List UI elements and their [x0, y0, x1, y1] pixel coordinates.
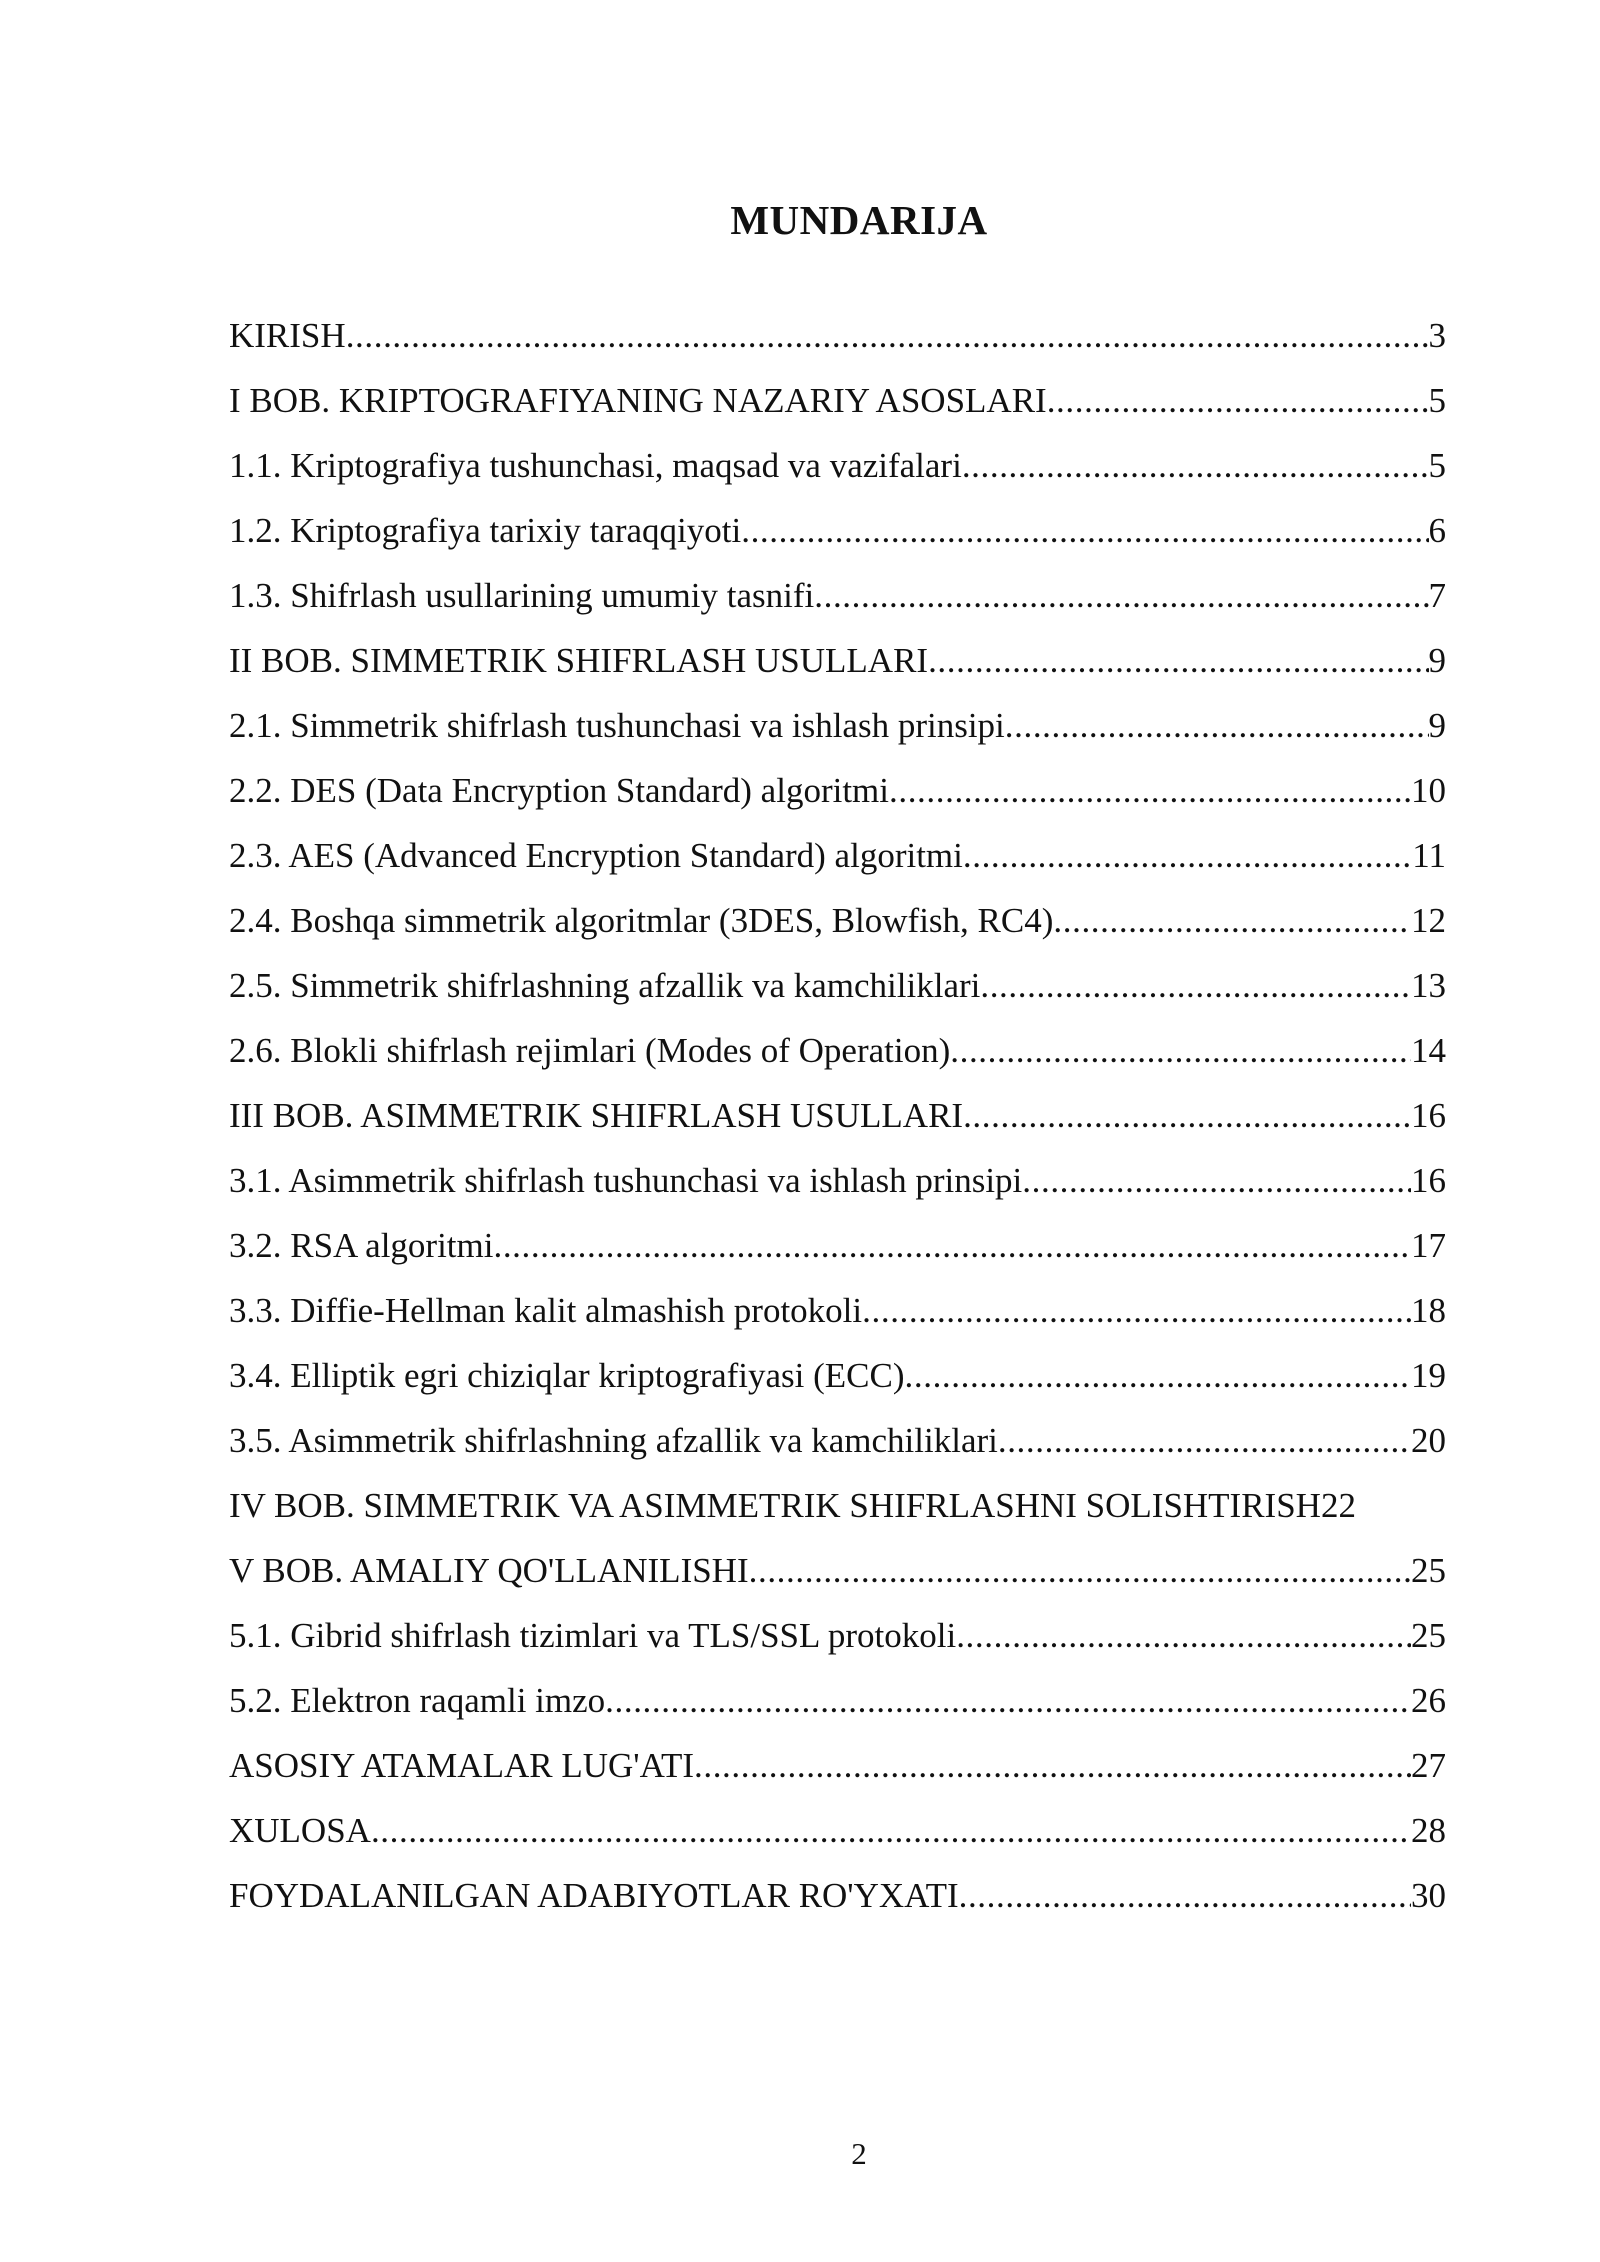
toc-entry-label: 3.3. Diffie-Hellman kalit almashish protokoli: [229, 1291, 863, 1330]
toc-dot-leader: [493, 1215, 1411, 1277]
toc-entry[interactable]: [229, 435, 1446, 500]
toc-dot-leader: [749, 1540, 1411, 1602]
toc-dot-leader: [1047, 370, 1429, 432]
toc-entry-label: FOYDALANILGAN ADABIYOTLAR RO'YXATI: [229, 1876, 959, 1915]
toc-entry-page: 16: [1411, 1096, 1446, 1135]
toc-entry-label: I BOB. KRIPTOGRAFIYANING NAZARIY ASOSLARI: [229, 381, 1047, 420]
toc-dot-leader: [963, 825, 1412, 887]
toc-entry-label: 2.2. DES (Data Encryption Standard) algoritmi: [229, 771, 889, 810]
toc-entry-label: III BOB. ASIMMETRIK SHIFRLASH USULLARI: [229, 1096, 964, 1135]
toc-entry[interactable]: [229, 1540, 1446, 1605]
toc-entry[interactable]: [229, 500, 1446, 565]
toc-entry-page: 18: [1411, 1291, 1446, 1330]
toc-dot-leader: [963, 1085, 1411, 1147]
toc-dot-leader: [1053, 890, 1411, 952]
toc-entry[interactable]: [229, 1800, 1446, 1865]
toc-entry-page: 5: [1428, 381, 1446, 420]
toc-entry-page: 11: [1412, 836, 1446, 875]
toc-dot-leader: [814, 565, 1428, 627]
toc-entry-page: 9: [1428, 706, 1446, 745]
toc-entry-page: 19: [1411, 1356, 1446, 1395]
toc-entry-page: 25: [1411, 1551, 1446, 1590]
table-of-contents: [229, 305, 1446, 1930]
toc-entry[interactable]: [229, 1735, 1446, 1800]
toc-entry-page: 6: [1428, 511, 1446, 550]
toc-entry[interactable]: [229, 825, 1446, 890]
toc-dot-leader: [956, 1605, 1411, 1667]
toc-entry-label: 1.2. Kriptografiya tarixiy taraqqiyoti: [229, 511, 742, 550]
page-title: MUNDARIJA: [730, 197, 988, 243]
toc-entry[interactable]: [229, 1605, 1446, 1670]
toc-dot-leader: [1005, 695, 1429, 757]
toc-entry[interactable]: [229, 695, 1446, 760]
toc-entry-page: 30: [1411, 1876, 1446, 1915]
toc-entry[interactable]: [229, 1345, 1446, 1410]
toc-entry-label: 3.5. Asimmetrik shifrlashning afzallik va kamchiliklari: [229, 1421, 998, 1460]
toc-entry-page: 25: [1411, 1616, 1446, 1655]
toc-entry-label: 2.6. Blokli shifrlash rejimlari (Modes of Operation): [229, 1031, 951, 1070]
toc-dot-leader: [605, 1670, 1411, 1732]
toc-entry-page: 10: [1411, 771, 1446, 810]
toc-entry-page: 14: [1411, 1031, 1446, 1070]
toc-entry-label: 3.2. RSA algoritmi: [229, 1226, 494, 1265]
toc-dot-leader: [959, 1865, 1411, 1927]
toc-entry[interactable]: [229, 1020, 1446, 1085]
toc-entry[interactable]: [229, 1280, 1446, 1345]
toc-entry-label: XULOSA: [229, 1811, 371, 1850]
page-number: 2: [851, 2136, 867, 2171]
toc-entry[interactable]: [229, 1085, 1446, 1150]
toc-entry-page: 13: [1411, 966, 1446, 1005]
toc-entry-label: 2.4. Boshqa simmetrik algoritmlar (3DES, Blowfish, RC4): [229, 901, 1054, 940]
toc-entry-label: 3.1. Asimmetrik shifrlash tushunchasi va ishlash prinsipi: [229, 1161, 1023, 1200]
toc-entry-page: 5: [1428, 446, 1446, 485]
toc-dot-leader: [998, 1410, 1411, 1472]
toc-dot-leader: [950, 1020, 1411, 1082]
toc-entry-page: 20: [1411, 1421, 1446, 1460]
toc-entry-label: 1.1. Kriptografiya tushunchasi, maqsad va vazifalari: [229, 446, 962, 485]
toc-entry-page: 26: [1411, 1681, 1446, 1720]
toc-entry-label: 2.5. Simmetrik shifrlashning afzallik va kamchiliklari: [229, 966, 981, 1005]
toc-entry[interactable]: [229, 305, 1446, 370]
toc-entry-label: KIRISH: [229, 316, 346, 355]
toc-dot-leader: [741, 500, 1428, 562]
toc-entry-label: V BOB. AMALIY QO'LLANILISHI: [229, 1551, 749, 1590]
toc-entry[interactable]: [229, 370, 1446, 435]
toc-dot-leader: [905, 1345, 1411, 1407]
toc-entry-label: 2.3. AES (Advanced Encryption Standard) algoritmi: [229, 836, 963, 875]
toc-entry-label: 5.1. Gibrid shifrlash tizimlari va TLS/SSL protokoli: [229, 1616, 957, 1655]
toc-entry[interactable]: [229, 630, 1446, 695]
toc-entry[interactable]: [229, 565, 1446, 630]
toc-entry[interactable]: [229, 955, 1446, 1020]
toc-entry-page: 17: [1411, 1226, 1446, 1265]
toc-entry-label: II BOB. SIMMETRIK SHIFRLASH USULLARI: [229, 641, 929, 680]
toc-entry[interactable]: [229, 1410, 1446, 1475]
toc-entry-page: 22: [1320, 1486, 1356, 1525]
toc-dot-leader: [1022, 1150, 1411, 1212]
toc-entry-label: 2.1. Simmetrik shifrlash tushunchasi va ishlash prinsipi: [229, 706, 1005, 745]
toc-entry-label: ASOSIY ATAMALAR LUG'ATI: [229, 1746, 694, 1785]
toc-dot-leader: [694, 1735, 1411, 1797]
toc-entry[interactable]: [229, 1865, 1446, 1930]
toc-dot-leader: [346, 305, 1429, 367]
toc-dot-leader: [862, 1280, 1411, 1342]
toc-entry-page: 27: [1411, 1746, 1446, 1785]
toc-entry[interactable]: [229, 760, 1446, 825]
toc-dot-leader: [962, 435, 1429, 497]
toc-entry-page: 16: [1411, 1161, 1446, 1200]
toc-entry[interactable]: [229, 1670, 1446, 1735]
toc-entry-label: IV BOB. SIMMETRIK VA ASIMMETRIK SHIFRLASHNI SOLISHTIRISH: [229, 1486, 1321, 1525]
toc-dot-leader: [980, 955, 1411, 1017]
toc-entry-label: 1.3. Shifrlash usullarining umumiy tasnifi: [229, 576, 815, 615]
toc-dot-leader: [371, 1800, 1411, 1862]
toc-dot-leader: [928, 630, 1428, 692]
toc-entry-label: 5.2. Elektron raqamli imzo: [229, 1681, 606, 1720]
toc-entry-page: 28: [1411, 1811, 1446, 1850]
toc-entry[interactable]: [229, 1150, 1446, 1215]
toc-entry[interactable]: [229, 1215, 1446, 1280]
toc-entry-page: 3: [1428, 316, 1446, 355]
toc-entry[interactable]: [229, 1475, 1446, 1540]
toc-entry[interactable]: [229, 890, 1446, 955]
toc-entry-page: 12: [1411, 901, 1446, 940]
toc-entry-page: 7: [1428, 576, 1446, 615]
toc-entry-label: 3.4. Elliptik egri chiziqlar kriptografiyasi (ECC): [229, 1356, 905, 1395]
toc-entry-page: 9: [1428, 641, 1446, 680]
toc-dot-leader: [889, 760, 1411, 822]
